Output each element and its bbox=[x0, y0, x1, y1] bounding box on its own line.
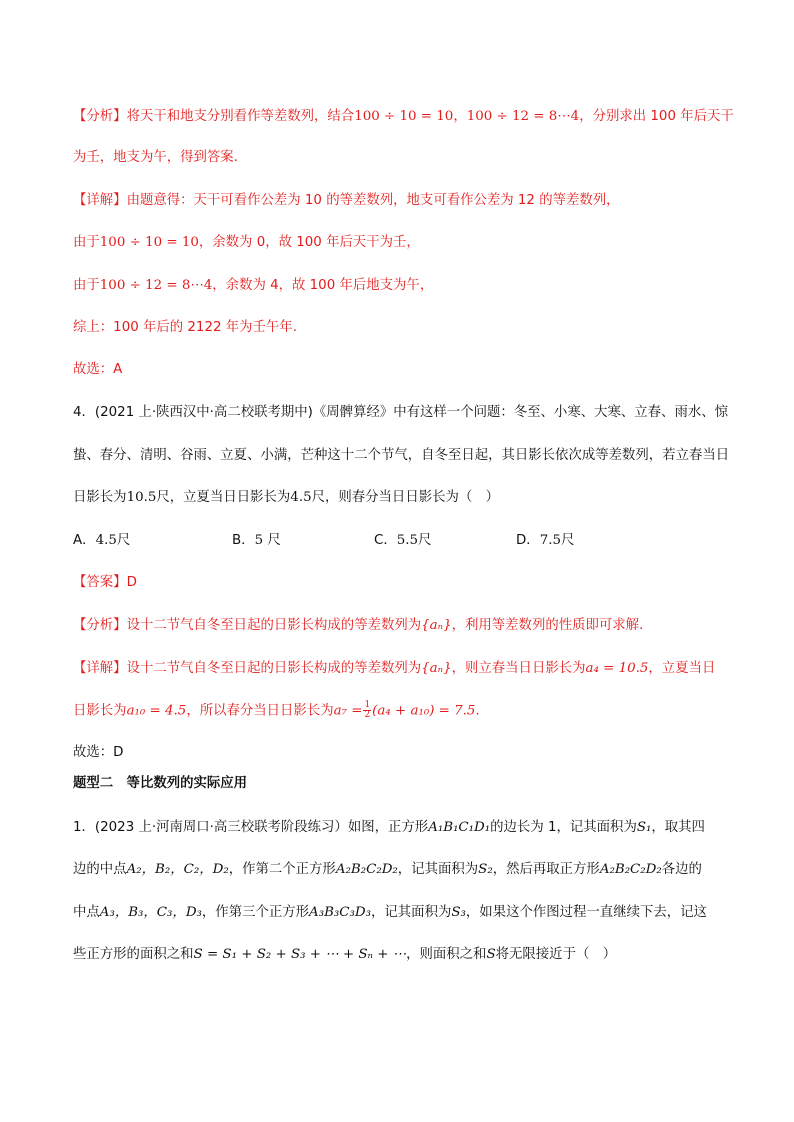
q4-analysis bbox=[73, 616, 643, 636]
detail-label: 【详解】 bbox=[73, 661, 127, 676]
detail-text: 由于 bbox=[73, 235, 100, 250]
analysis-text: ， bbox=[453, 109, 467, 124]
question-text: 尺，则春分当日日影长为（ ） bbox=[311, 490, 500, 505]
math-expression: A₁B₁C₁D₁ bbox=[428, 820, 491, 835]
question-text: ，然后再取正方形 bbox=[492, 862, 600, 877]
math-expression: A₃，B₃，C₃，D₃ bbox=[99, 905, 202, 920]
section-title bbox=[73, 774, 247, 794]
math-expression: 100 ÷ 10 = 10 bbox=[99, 235, 199, 250]
analysis-text: 设十二节气自冬至日起的日影长构成的等差数列为 bbox=[126, 618, 422, 633]
q3-detail-line-2 bbox=[73, 233, 420, 253]
math-expression: A₂B₂C₂D₂ bbox=[599, 862, 662, 877]
option-unit: 尺 bbox=[263, 533, 281, 548]
question-text: ，记其面积为 bbox=[397, 862, 479, 877]
option-value: 7.5 bbox=[539, 533, 561, 548]
math-expression: S = S₁ + S₂ + S₃ + ⋯ + Sₙ + ⋯ bbox=[193, 947, 407, 962]
math-number: 4.5 bbox=[290, 490, 312, 505]
question-text: 各边的 bbox=[661, 862, 702, 877]
option-label: B． bbox=[232, 533, 255, 548]
q4-stem-line-2 bbox=[73, 446, 729, 466]
detail-text: 由题意得：天干可看作公差为 10 的等差数列，地支可看作公差为 12 的等差数列， bbox=[126, 193, 620, 208]
question-text: 4．(2021 上·陕西汉中·高二校联考期中)《周髀算经》中有这样一个问题：冬至、小寒、大寒、立春、雨水、惊 bbox=[73, 405, 728, 420]
math-expression: a₇ = bbox=[333, 703, 363, 719]
math-number: 10.5 bbox=[126, 490, 157, 505]
math-expression: 100 ÷ 12 = 8⋯4 bbox=[99, 278, 213, 293]
question-text: ，作第三个正方形 bbox=[201, 905, 310, 920]
q3-detail-line-3 bbox=[73, 276, 433, 296]
analysis-label: 【分析】 bbox=[73, 618, 127, 633]
math-expression: a₄ = 10.5 bbox=[585, 661, 649, 676]
question-text: 日影长为 bbox=[73, 490, 127, 505]
answer-value: D bbox=[126, 575, 137, 590]
option-value: 5.5 bbox=[396, 533, 419, 548]
option-label: C． bbox=[374, 533, 397, 548]
detail-text: 由于 bbox=[73, 278, 100, 293]
q4-stem-line-1 bbox=[73, 403, 728, 423]
question-text: 些正方形的面积之和 bbox=[73, 947, 194, 962]
question-text: ，则面积之和 bbox=[406, 947, 487, 962]
fraction-numerator: 1 bbox=[364, 700, 371, 710]
detail-text: 设十二节气自冬至日起的日影长构成的等差数列为 bbox=[126, 661, 422, 676]
q1-line-1 bbox=[73, 818, 705, 838]
q3-detail-line-1 bbox=[73, 191, 620, 211]
answer-label: 【答案】 bbox=[73, 575, 127, 590]
question-text: 1．(2023 上·河南周口·高三校联考阶段练习）如图，正方形 bbox=[73, 820, 429, 835]
q4-choice bbox=[73, 743, 123, 763]
math-expression: 100 ÷ 12 = 8⋯4 bbox=[466, 109, 580, 124]
section-title-text: 题型二 等比数列的实际应用 bbox=[73, 776, 248, 791]
math-expression: 100 ÷ 10 = 10 bbox=[354, 109, 454, 124]
math-expression: S₃ bbox=[451, 905, 466, 920]
option-unit: 尺 bbox=[116, 533, 131, 548]
option-label: A． bbox=[73, 533, 96, 548]
detail-text: ，所以春分当日日影长为 bbox=[186, 703, 334, 719]
q1-line-2 bbox=[73, 860, 702, 880]
math-expression: A₂，B₂，C₂，D₂ bbox=[126, 862, 229, 877]
question-text: ，如果这个作图过程一直继续下去，记这 bbox=[465, 905, 707, 920]
detail-text: 综上：100 年后的 2122 年为壬午年. bbox=[73, 320, 297, 335]
question-text: 尺，立夏当日日影长为 bbox=[156, 490, 291, 505]
question-text: 的边长为 1，记其面积为 bbox=[490, 820, 637, 835]
analysis-text: 将天干和地支分别看作等差数列，结合 bbox=[126, 109, 355, 124]
math-expression: S₂ bbox=[478, 862, 493, 877]
detail-label: 【详解】 bbox=[73, 193, 127, 208]
q1-line-3 bbox=[73, 903, 707, 923]
math-expression: {aₙ} bbox=[421, 618, 452, 633]
q3-analysis-line-1 bbox=[73, 107, 734, 127]
option-d bbox=[516, 531, 574, 551]
detail-text: 日影长为 bbox=[73, 703, 127, 719]
fraction bbox=[363, 701, 371, 720]
q3-choice bbox=[73, 360, 122, 380]
question-text: ，记其面积为 bbox=[371, 905, 452, 920]
question-text: ，取其四 bbox=[651, 820, 705, 835]
q3-analysis-line-2 bbox=[73, 148, 238, 168]
detail-text: ，余数为 0，故 100 年后天干为壬， bbox=[198, 235, 420, 250]
option-unit: 尺 bbox=[418, 533, 432, 548]
math-expression: S₁ bbox=[636, 820, 652, 835]
analysis-text: ，利用等差数列的性质即可求解. bbox=[451, 618, 644, 633]
analysis-text: 为壬，地支为午，得到答案. bbox=[73, 150, 238, 165]
option-value: 5 bbox=[254, 533, 264, 548]
analysis-label: 【分析】 bbox=[73, 109, 127, 124]
analysis-text: ，分别求出 100 年后天干 bbox=[579, 109, 734, 124]
math-expression: A₃B₃C₃D₃ bbox=[309, 905, 372, 920]
detail-text: ，余数为 4，故 100 年后地支为午， bbox=[212, 278, 434, 293]
fraction-denominator: 2 bbox=[364, 710, 371, 720]
option-c bbox=[374, 531, 431, 551]
math-expression: A₂B₂C₂D₂ bbox=[335, 862, 398, 877]
option-unit: 尺 bbox=[561, 533, 575, 548]
detail-text: ，立夏当日 bbox=[648, 661, 716, 676]
q1-line-4 bbox=[73, 945, 616, 965]
q4-stem-line-3 bbox=[73, 488, 499, 508]
choice-text: 故选：A bbox=[73, 362, 123, 377]
detail-text: . bbox=[475, 703, 480, 719]
choice-text: 故选：D bbox=[73, 745, 124, 760]
q4-answer bbox=[73, 573, 137, 593]
detail-text: ，则立春当日日影长为 bbox=[451, 661, 586, 676]
question-text: 蛰、春分、清明、谷雨、立夏、小满，芒种这十二个节气，自冬至日起，其日影长依次成等差数列，若立春当日 bbox=[73, 448, 730, 463]
q3-detail-line-4 bbox=[73, 318, 297, 338]
q4-detail-line-2 bbox=[73, 701, 480, 722]
math-expression: (a₄ + a₁₀) = 7.5 bbox=[372, 703, 476, 719]
math-expression: a₁₀ = 4.5 bbox=[126, 703, 187, 719]
math-expression: S bbox=[486, 947, 496, 962]
question-text: 将无限接近于（ ） bbox=[495, 947, 617, 962]
option-a bbox=[73, 531, 130, 551]
option-label: D． bbox=[516, 533, 540, 548]
math-expression: {aₙ} bbox=[421, 661, 452, 676]
q4-detail-line-1 bbox=[73, 659, 715, 679]
question-text: ，作第二个正方形 bbox=[228, 862, 336, 877]
option-b bbox=[232, 531, 281, 551]
question-text: 中点 bbox=[73, 905, 100, 920]
question-text: 边的中点 bbox=[73, 862, 127, 877]
option-value: 4.5 bbox=[95, 533, 117, 548]
